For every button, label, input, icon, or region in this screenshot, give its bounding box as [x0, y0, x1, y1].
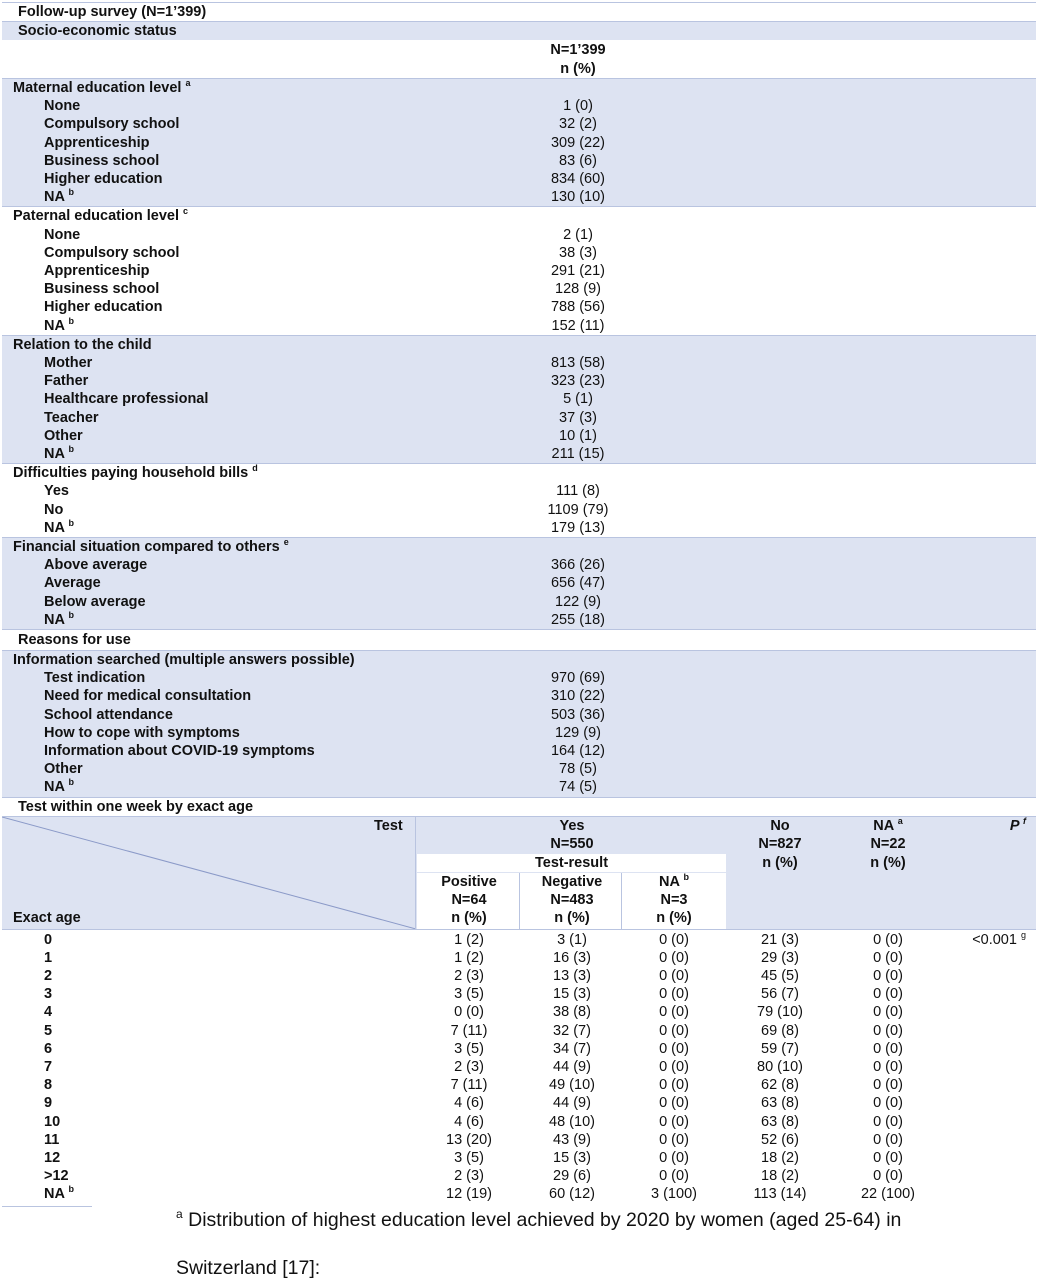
column-pct-header: n (%) [560, 61, 596, 77]
footnote-marker: b [68, 444, 74, 454]
row-label: Healthcare professional [44, 391, 209, 408]
age-label: NA $^b$ [44, 1184, 74, 1203]
row-label: Compulsory school [44, 244, 180, 261]
age-label: 0 [44, 931, 53, 948]
negative-value: 15 (3) [553, 986, 591, 1003]
positive-value: 1 (2) [454, 949, 484, 966]
divider [2, 929, 416, 930]
no-value: 18 (2) [761, 1150, 799, 1166]
na-value: 0 (0) [873, 1004, 903, 1021]
na-value: 0 (0) [873, 968, 903, 984]
divider [416, 929, 1036, 930]
row-value: 83 (6) [559, 152, 597, 169]
footnote-marker: g [1020, 929, 1026, 940]
age-label: >12 [44, 1168, 69, 1185]
na-value: 0 (0) [873, 1059, 903, 1075]
footnote-line-2: Switzerland [17]: [176, 1256, 321, 1279]
footnote-line-1: $^a$ Distribution of highest education level achieved by 2020 by women (aged 25-64) in [176, 1206, 902, 1231]
group-label: Financial situation compared to others $^e$ [13, 537, 289, 555]
row-label: NA $^b$ [44, 609, 74, 628]
na-value: 0 (0) [873, 1022, 903, 1039]
negative-value: 3 (1) [557, 931, 587, 948]
na-value: 0 (0) [873, 1168, 903, 1185]
na_sub-n: N=3 [660, 891, 688, 908]
positive-value: 2 (3) [454, 968, 484, 984]
footnote-marker: c [183, 206, 189, 217]
na-sub-value: 0 (0) [659, 1004, 689, 1021]
no-label: No [770, 817, 790, 834]
age-label: 4 [44, 1004, 53, 1021]
positive-value: 1 (2) [454, 931, 484, 948]
no-value: 29 (3) [761, 949, 799, 966]
no-value: 79 (10) [757, 1004, 803, 1021]
age-label: 3 [44, 986, 53, 1003]
row-value: 813 (58) [550, 355, 605, 371]
no-value: 56 (7) [761, 986, 799, 1003]
age-label: 12 [44, 1150, 61, 1166]
na-n: N=22 [870, 835, 906, 852]
negative-pct: n (%) [554, 909, 590, 926]
na-sub-value: 0 (0) [659, 1131, 689, 1148]
negative-value: 29 (6) [553, 1168, 591, 1185]
negative-value: 44 (9) [553, 1095, 591, 1112]
na_sub-label: NA $^b$ [659, 871, 689, 890]
divider [2, 1206, 92, 1207]
p-value: <0.001 $^g$ [972, 929, 1026, 948]
no-value: 69 (8) [761, 1022, 799, 1039]
header-divider-v [415, 817, 416, 929]
row-value: 323 (23) [550, 373, 605, 390]
na-value: 0 (0) [873, 986, 903, 1003]
negative-value: 13 (3) [553, 968, 591, 984]
no-value: 80 (10) [757, 1059, 803, 1075]
age-label: 8 [44, 1077, 53, 1094]
row-label: Other [44, 427, 83, 444]
positive-value: 0 (0) [454, 1004, 484, 1021]
negative-value: 38 (8) [553, 1004, 591, 1021]
na-sub-value: 0 (0) [659, 949, 689, 966]
row-value: 128 (9) [555, 281, 601, 298]
na-sub-value: 0 (0) [659, 968, 689, 984]
na-sub-value: 0 (0) [659, 1150, 689, 1166]
row-value: 164 (12) [550, 743, 605, 759]
na-value: 22 (100) [860, 1186, 915, 1203]
row-value: 111 (8) [556, 483, 600, 500]
na-sub-value: 0 (0) [659, 1022, 689, 1039]
row-label: School attendance [44, 706, 173, 723]
row-label: None [44, 98, 81, 115]
positive-n: N=64 [451, 891, 487, 908]
p-label: P $^f$ [1009, 815, 1026, 834]
positive-value: 13 (20) [446, 1131, 492, 1148]
na-value: 0 (0) [873, 1113, 903, 1130]
positive-pct: n (%) [451, 909, 487, 926]
positive-value: 4 (6) [454, 1095, 484, 1112]
na_sub-pct: n (%) [656, 909, 692, 926]
divider [2, 629, 1036, 630]
row-value: 38 (3) [559, 244, 597, 261]
row-label: Higher education [44, 171, 163, 187]
footnote-marker: b [68, 187, 74, 198]
positive-label: Positive [441, 873, 497, 890]
na-sub-value: 0 (0) [659, 1077, 689, 1094]
footnote-marker: a [897, 815, 903, 826]
row-label: Compulsory school [44, 116, 180, 133]
na-label: NA $^a$ [873, 815, 903, 834]
group-label: Information searched (multiple answers possible) [13, 652, 355, 668]
group-label: Relation to the child [13, 336, 152, 353]
na-sub-value: 0 (0) [659, 1095, 689, 1112]
row-label: Father [44, 373, 89, 390]
row-label: NA $^b$ [44, 777, 74, 796]
footnote-marker: b [68, 315, 74, 326]
no-value: 113 (14) [753, 1186, 807, 1203]
row-label: NA $^b$ [44, 315, 74, 334]
row-value: 1109 (79) [547, 501, 609, 518]
row-label: Yes [44, 483, 69, 500]
positive-value: 3 (5) [454, 1040, 484, 1057]
row-label: No [44, 501, 64, 518]
na-value: 0 (0) [873, 1095, 903, 1112]
yes-label: Yes [559, 817, 585, 834]
row-value: 255 (18) [550, 611, 605, 628]
age-label: 7 [44, 1059, 53, 1075]
no-value: 62 (8) [761, 1077, 799, 1094]
yes-n: N=550 [550, 835, 594, 852]
negative-value: 16 (3) [553, 949, 591, 966]
group-label: Maternal education level $^a$ [13, 78, 191, 96]
positive-value: 7 (11) [450, 1077, 488, 1094]
row-value: 37 (3) [559, 409, 597, 426]
negative-label: Negative [541, 873, 603, 890]
footnote-marker: e [283, 537, 289, 547]
row-value: 970 (69) [550, 670, 605, 687]
age-label: 1 [44, 949, 53, 966]
no-value: 63 (8) [761, 1095, 799, 1112]
row-label: Apprenticeship [44, 263, 150, 279]
positive-value: 2 (3) [454, 1059, 484, 1075]
age-label: 10 [44, 1113, 61, 1130]
row-label: Other [44, 761, 83, 778]
row-value: 10 (1) [559, 427, 597, 444]
row-value: 78 (5) [559, 761, 597, 778]
no-pct: n (%) [762, 854, 798, 871]
row-value: 310 (22) [550, 688, 605, 705]
row-value: 503 (36) [550, 706, 605, 723]
row-value: 656 (47) [550, 575, 605, 592]
diag-top-label: Test [374, 817, 403, 834]
sub-divider-v [621, 873, 622, 929]
no-value: 52 (6) [761, 1131, 799, 1148]
na-value: 0 (0) [873, 1131, 903, 1148]
positive-value: 3 (5) [454, 1150, 484, 1166]
footnote-marker: b [68, 517, 74, 528]
row-label: NA $^b$ [44, 444, 74, 462]
footnote-marker: b [68, 1184, 74, 1195]
row-value: 211 (15) [551, 446, 605, 462]
footnote-marker: b [68, 777, 74, 788]
negative-value: 15 (3) [553, 1150, 591, 1166]
row-value: 291 (21) [550, 263, 605, 279]
row-label: Apprenticeship [44, 134, 150, 151]
no-value: 45 (5) [761, 968, 799, 984]
row-label: NA $^b$ [44, 187, 74, 206]
age-label: 6 [44, 1040, 53, 1057]
no-value: 59 (7) [761, 1040, 799, 1057]
no-value: 63 (8) [761, 1113, 799, 1130]
section-title: Socio-economic status [18, 23, 177, 39]
na-value: 0 (0) [873, 1077, 903, 1094]
survey-title: Follow-up survey (N=1’399) [18, 4, 207, 20]
negative-value: 34 (7) [553, 1040, 591, 1057]
row-value: 130 (10) [550, 189, 605, 206]
age-label: 2 [44, 968, 53, 984]
row-value: 179 (13) [550, 519, 605, 536]
footnote-marker: d [252, 463, 258, 474]
row-value: 74 (5) [559, 779, 597, 796]
footnote-marker: b [683, 871, 689, 882]
section-title: Test within one week by exact age [18, 798, 254, 815]
row-value: 122 (9) [555, 593, 601, 610]
na-sub-value: 0 (0) [659, 931, 689, 948]
negative-value: 49 (10) [549, 1077, 595, 1094]
row-label: Need for medical consultation [44, 688, 252, 705]
na-sub-value: 0 (0) [659, 1040, 689, 1057]
row-value: 2 (1) [563, 226, 593, 243]
row-label: Average [44, 575, 101, 592]
negative-value: 32 (7) [553, 1022, 591, 1039]
row-label: Test indication [44, 670, 146, 687]
section-title: Reasons for use [18, 632, 131, 648]
row-label: Mother [44, 355, 93, 371]
no-n: N=827 [758, 835, 802, 852]
na-value: 0 (0) [873, 949, 903, 966]
sub-divider-v [519, 873, 520, 929]
test-result-label: Test-result [534, 854, 609, 871]
diag-bottom-label: Exact age [13, 909, 81, 926]
negative-value: 60 (12) [549, 1186, 595, 1203]
row-value: 366 (26) [550, 557, 605, 574]
row-label: NA $^b$ [44, 517, 74, 536]
row-label: Teacher [44, 409, 99, 426]
row-label: Below average [44, 593, 146, 610]
group-label: Difficulties paying household bills $^d$ [13, 463, 258, 482]
row-label: Above average [44, 557, 148, 574]
row-label: Business school [44, 281, 160, 298]
row-value: 1 (0) [563, 98, 593, 115]
group-label: Paternal education level $^c$ [13, 206, 189, 225]
row-value: 5 (1) [563, 391, 593, 408]
row-value: 309 (22) [550, 134, 605, 151]
footnote-marker: b [68, 609, 74, 620]
row-value: 32 (2) [559, 116, 597, 133]
row-value: 788 (56) [550, 299, 605, 316]
positive-value: 4 (6) [454, 1113, 484, 1130]
footnote-marker: a [176, 1206, 183, 1221]
positive-value: 12 (19) [446, 1186, 492, 1203]
row-value: 129 (9) [555, 724, 601, 741]
column-n-header: N=1’399 [550, 42, 606, 58]
na-sub-value: 3 (100) [651, 1186, 697, 1203]
na-sub-value: 0 (0) [659, 986, 689, 1003]
no-value: 21 (3) [761, 931, 799, 948]
negative-value: 44 (9) [553, 1059, 591, 1075]
row-value: 834 (60) [550, 171, 605, 187]
na-sub-value: 0 (0) [659, 1059, 689, 1075]
na-value: 0 (0) [873, 1040, 903, 1057]
positive-value: 2 (3) [454, 1168, 484, 1185]
age-label: 5 [44, 1022, 53, 1039]
age-label: 9 [44, 1095, 53, 1112]
no-value: 18 (2) [761, 1168, 799, 1185]
footnote-marker: a [185, 78, 191, 88]
row-label: Business school [44, 152, 160, 169]
na-value: 0 (0) [873, 1150, 903, 1166]
positive-value: 7 (11) [450, 1022, 488, 1039]
row-label: Information about COVID-19 symptoms [44, 743, 315, 759]
na-sub-value: 0 (0) [659, 1168, 689, 1185]
footnote-marker: f [1023, 815, 1026, 826]
na-sub-value: 0 (0) [659, 1113, 689, 1130]
row-label: None [44, 226, 81, 243]
row-value: 152 (11) [551, 317, 605, 334]
row-label: How to cope with symptoms [44, 724, 240, 741]
positive-value: 3 (5) [454, 986, 484, 1003]
negative-value: 48 (10) [549, 1113, 595, 1130]
na-value: 0 (0) [873, 931, 903, 948]
negative-value: 43 (9) [553, 1131, 591, 1148]
na-pct: n (%) [870, 854, 906, 871]
age-label: 11 [44, 1131, 60, 1148]
negative-n: N=483 [550, 891, 594, 908]
row-label: Higher education [44, 299, 163, 316]
